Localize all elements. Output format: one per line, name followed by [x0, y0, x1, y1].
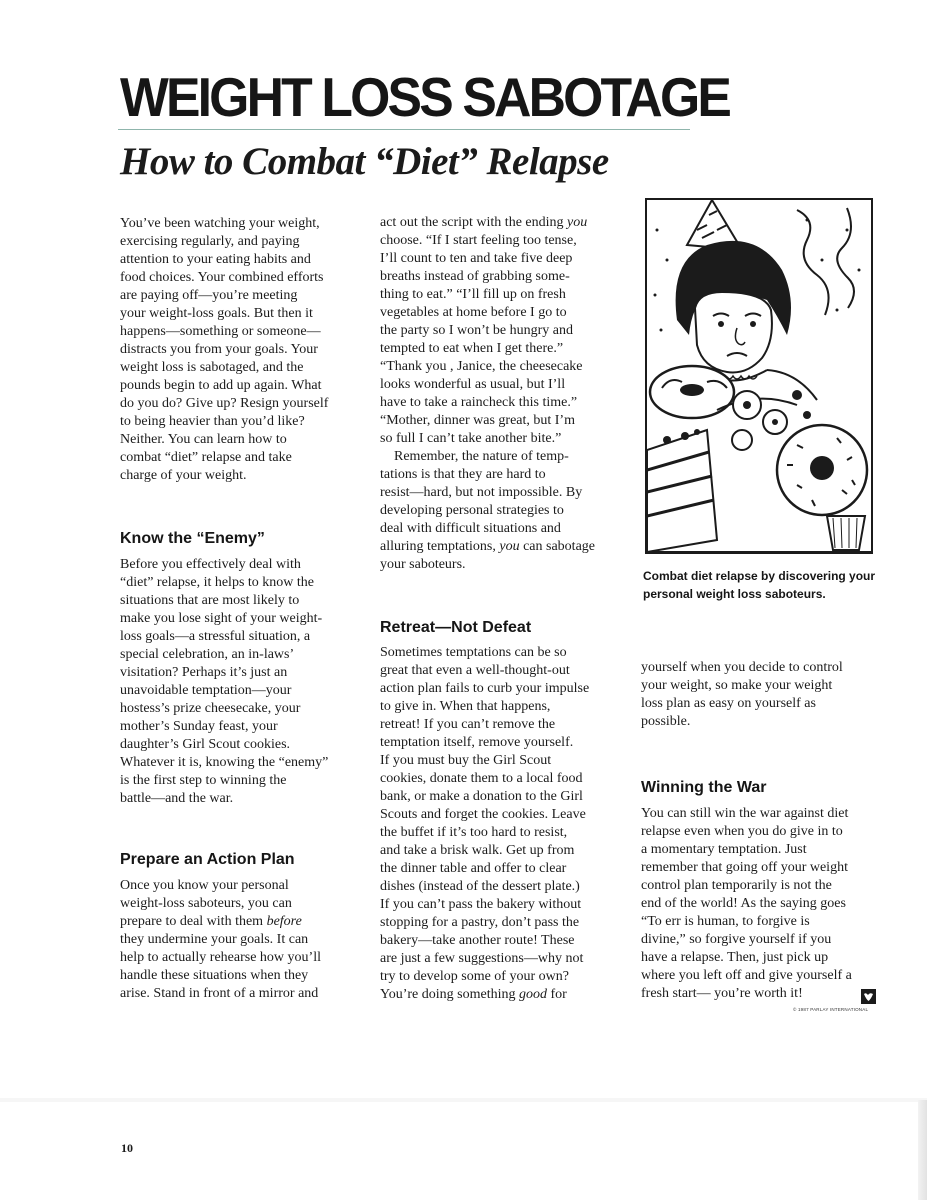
text-line: retreat! If you can’t remove the: [380, 717, 556, 732]
text-line: I’ll count to ten and take five deep: [380, 251, 573, 266]
text-line: “diet” relapse, it helps to know the: [120, 575, 314, 590]
text-line: You’re doing something good for: [380, 987, 567, 1002]
text-line: “Mother, dinner was great, but I’m: [380, 413, 575, 428]
text-line: special celebration, an in-laws’: [120, 647, 295, 662]
text-line: loss plan as easy on yourself as: [641, 696, 816, 711]
text-line: have a relapse. Then, just pick up: [641, 950, 829, 965]
text-line: Once you know your personal: [120, 878, 289, 893]
text-line: the buffet if it’s too hard to resist,: [380, 825, 568, 840]
text-line: You can still win the war against diet: [641, 806, 849, 821]
text-line: weight loss is sabotaged, and the: [120, 360, 304, 375]
text-line: a momentary temptation. Just: [641, 842, 807, 857]
text-line: bank, or make a donation to the Girl: [380, 789, 583, 804]
text-line: resist—hard, but not impossible. By: [380, 485, 583, 500]
text-line: bakery—take another route! These: [380, 933, 575, 948]
text-line: control plan temporarily is not the: [641, 878, 832, 893]
text-line: If you can’t pass the bakery without: [380, 897, 582, 912]
text-line: loss goals—a stressful situation, a: [120, 629, 311, 644]
text-line: thing to eat.” “I’ll fill up on fresh: [380, 287, 566, 302]
text-line: temptation itself, remove yourself.: [380, 735, 574, 750]
know-enemy-paragraph: [120, 556, 370, 808]
text-line: developing personal strategies to: [380, 503, 564, 518]
text-line: make you lose sight of your weight-: [120, 611, 323, 626]
text-line: possible.: [641, 714, 691, 729]
text-line: act out the script with the ending you: [380, 215, 588, 230]
text-line: choose. “If I start feeling too tense,: [380, 233, 577, 248]
text-line: hostess’s prize cheesecake, your: [120, 701, 301, 716]
text-line: so full I can’t take another bite.”: [380, 431, 562, 446]
text-line: cookies, donate them to a local food: [380, 771, 583, 786]
text-line: action plan fails to curb your impulse: [380, 681, 590, 696]
text-line: distracts you from your goals. Your: [120, 342, 318, 357]
text-line: daughter’s Girl Scout cookies.: [120, 737, 291, 752]
text-line: charge of your weight.: [120, 468, 247, 483]
text-line: end of the world! As the saying goes: [641, 896, 846, 911]
copyright-notice: © 1987 PARLAY INTERNATIONAL: [793, 1007, 869, 1012]
text-line: deal with difficult situations and: [380, 521, 561, 536]
text-line: “To err is human, to forgive is: [641, 914, 810, 929]
text-line: do you do? Give up? Resign yourself: [120, 396, 329, 411]
column2-paragraph: [380, 214, 635, 574]
text-line: looks wonderful as usual, but I’ll: [380, 377, 566, 392]
text-line: tations is that they are hard to: [380, 467, 546, 482]
intro-paragraph: [120, 215, 370, 485]
text-line: dishes (instead of the dessert plate.): [380, 879, 580, 894]
text-line: alluring temptations, you can sabotage: [380, 539, 596, 554]
text-line: vegetables at home before I go to: [380, 305, 567, 320]
text-line: your saboteurs.: [380, 557, 466, 572]
text-line: stopping for a pastry, don’t pass the: [380, 915, 580, 930]
text-line: unavoidable temptation—your: [120, 683, 292, 698]
text-line: divine,” so forgive yourself if you: [641, 932, 832, 947]
section-heading-know-enemy: Know the “Enemy”: [120, 530, 265, 547]
text-line: prepare to deal with them before: [120, 914, 302, 929]
text-line: Remember, the nature of temp-: [380, 449, 569, 464]
text-line: are paying off—you’re meeting: [120, 288, 298, 303]
text-line: yourself when you decide to control: [641, 660, 843, 675]
text-line: You’ve been watching your weight,: [120, 216, 320, 231]
text-line: combat “diet” relapse and take: [120, 450, 292, 465]
text-line: is the first step to winning the: [120, 773, 287, 788]
winning-paragraph: [641, 805, 881, 1003]
title-divider: [118, 129, 690, 130]
text-line: your weight, so make your weight: [641, 678, 833, 693]
text-line: happens—something or someone—: [120, 324, 321, 339]
retreat-paragraph: [380, 644, 635, 1004]
text-line: “Thank you , Janice, the cheesecake: [380, 359, 583, 374]
text-line: try to develop some of your own?: [380, 969, 569, 984]
text-line: where you left off and give yourself a: [641, 968, 852, 983]
text-line: to give in. When that happens,: [380, 699, 551, 714]
end-of-article-icon: [861, 989, 876, 1004]
text-line: handle these situations when they: [120, 968, 309, 983]
text-line: help to actually rehearse how you’ll: [120, 950, 321, 965]
text-line: mother’s Sunday feast, your: [120, 719, 278, 734]
text-line: food choices. Your combined efforts: [120, 270, 324, 285]
text-line: the dinner table and offer to clear: [380, 861, 567, 876]
page-bottom-shade: [0, 1098, 927, 1102]
text-line: battle—and the war.: [120, 791, 234, 806]
text-line: your weight-loss goals. But then it: [120, 306, 313, 321]
text-line: Whatever it is, knowing the “enemy”: [120, 755, 329, 770]
text-line: exercising regularly, and paying: [120, 234, 300, 249]
text-line: arise. Stand in front of a mirror and: [120, 986, 319, 1001]
page-edge-shadow: [918, 1100, 927, 1200]
column3-paragraph: [641, 659, 881, 731]
caption-line: personal weight loss saboteurs.: [643, 587, 826, 601]
text-line: have to take a raincheck this time.”: [380, 395, 578, 410]
text-line: great that even a well-thought-out: [380, 663, 570, 678]
text-line: tempted to eat when I get there.”: [380, 341, 564, 356]
illustration-caption: [643, 567, 883, 603]
text-line: the party so I won’t be hungry and: [380, 323, 573, 338]
section-heading-action-plan: Prepare an Action Plan: [120, 851, 295, 868]
text-line: visitation? Perhaps it’s just an: [120, 665, 288, 680]
text-line: breaths instead of grabbing some-: [380, 269, 570, 284]
caption-line: Combat diet relapse by discovering your: [643, 569, 876, 583]
text-line: Sometimes temptations can be so: [380, 645, 567, 660]
text-line: weight-loss saboteurs, you can: [120, 896, 292, 911]
text-line: pounds begin to add up again. What: [120, 378, 322, 393]
section-heading-retreat: Retreat—Not Defeat: [380, 619, 532, 636]
section-heading-winning: Winning the War: [641, 779, 767, 796]
article-title: WEIGHT LOSS SABOTAGE: [120, 66, 730, 128]
page-number: 10: [121, 1141, 133, 1155]
woman-with-desserts-drawing: [647, 200, 871, 552]
text-line: situations that are most likely to: [120, 593, 300, 608]
text-line: Before you effectively deal with: [120, 557, 301, 572]
saboteur-illustration: [645, 198, 873, 554]
text-line: are just a few suggestions—why not: [380, 951, 584, 966]
text-line: and take a brisk walk. Get up from: [380, 843, 575, 858]
text-line: Neither. You can learn how to: [120, 432, 287, 447]
article-subtitle: How to Combat “Diet” Relapse: [120, 140, 609, 183]
text-line: Scouts and forget the cookies. Leave: [380, 807, 586, 822]
text-line: to being heavier than you’d like?: [120, 414, 305, 429]
text-line: relapse even when you do give in to: [641, 824, 843, 839]
action-plan-paragraph: [120, 877, 370, 1003]
text-line: If you must buy the Girl Scout: [380, 753, 552, 768]
text-line: they undermine your goals. It can: [120, 932, 309, 947]
text-line: attention to your eating habits and: [120, 252, 311, 267]
text-line: fresh start— you’re worth it!: [641, 986, 803, 1001]
text-line: remember that going off your weight: [641, 860, 848, 875]
